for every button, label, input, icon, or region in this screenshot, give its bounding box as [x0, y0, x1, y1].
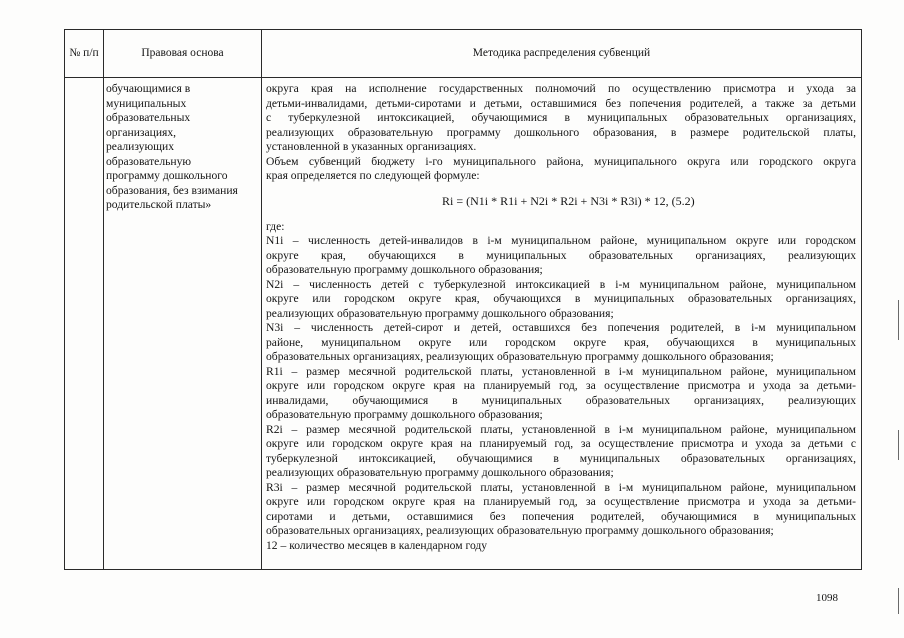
header-legal-basis [104, 30, 261, 77]
header-number-label: № п/п [69, 47, 99, 59]
basis-line: организациях, [106, 125, 177, 139]
method-line: округе или городском округе края на планируемый год, за осуществление присмотра и ухода за детьми с [266, 437, 856, 450]
method-line: округе края, обучающихся в муниципальных образовательных организациях, реализующих [266, 248, 856, 262]
formula [266, 184, 856, 220]
page-number: 1098 [816, 592, 838, 604]
basis-line: образовательную [106, 154, 192, 168]
basis-line: образовательных [106, 111, 191, 124]
method-line: с туберкулезной интоксикацией, обучающимися в муниципальных образовательных организациях, [266, 111, 856, 124]
method-line: образовательных организациях, реализующих образовательную программу дошкольного образования; [266, 350, 774, 363]
method-line: реализующих образовательную программу дошкольного образования, в размере родительской платы, [266, 125, 856, 139]
header-number [65, 30, 103, 77]
formula-text: Ri = (N1i * R1i + N2i * R2i + N3i * R3i) * 12, (5.2) [442, 194, 695, 209]
scan-artifact [898, 430, 899, 460]
method-line: образовательную программу дошкольного образования; [266, 263, 543, 276]
method-line: сиротами и детьми, оставшимися без попечения родителей, обучающимися в муниципальных [266, 509, 856, 523]
header-methodology [262, 30, 861, 77]
legal-basis-cell [106, 82, 256, 213]
basis-line: родительской платы» [106, 198, 212, 211]
method-line: N2i – численность детей с туберкулезной интоксикацией в i-м муниципальном районе, муниципальном [266, 277, 856, 291]
header-legal-basis-label: Правовая основа [141, 47, 224, 59]
method-line: образовательную программу дошкольного образования; [266, 408, 543, 421]
method-line: R3i – размер месячной родительской платы, установленной в i-м муниципальном районе, муниципальном [266, 480, 856, 494]
method-line: образовательных организациях, реализующих образовательную программу дошкольного образования; [266, 524, 774, 537]
method-line: N3i – численность детей-сирот и детей, оставшихся без попечения родителей, в i-м муниципальном [266, 321, 856, 334]
method-line: где: [266, 219, 285, 233]
method-line: установленной в указанных организациях. [266, 140, 477, 153]
header-methodology-label: Методика распределения субвенций [472, 47, 651, 59]
method-line: округе или городском округе края, обучающихся в муниципальных образовательных организациях, [266, 292, 856, 305]
method-line: туберкулезной интоксикацией, обучающимися в муниципальных образовательных организациях, [266, 451, 856, 465]
methodology-cell [266, 82, 856, 553]
method-line: края определяется по следующей формуле: [266, 169, 480, 182]
method-line: округа края на исполнение государственных полномочий по осуществлению присмотра и ухода за [266, 82, 856, 95]
basis-line: обучающимися в [106, 82, 191, 95]
method-line: районе, муниципальном округе или городском округе края, обучающихся в муниципальных [266, 335, 856, 349]
scan-artifact [898, 588, 899, 614]
column-divider [103, 30, 104, 569]
method-line: R2i – размер месячной родительской платы, установленной в i-м муниципальном районе, муниципальном [266, 422, 856, 436]
method-line: округе или городском округе края на планируемый год, за осуществление присмотра и ухода за детьми- [266, 379, 856, 392]
basis-line: программу дошкольного [106, 169, 228, 182]
method-line: реализующих образовательную программу дошкольного образования; [266, 466, 614, 479]
method-line: 12 – количество месяцев в календарном году [266, 538, 488, 552]
method-line: R1i – размер месячной родительской платы, установленной в i-м муниципальном районе, муниципальном [266, 364, 856, 378]
basis-line: реализующих [106, 140, 175, 153]
column-divider [261, 30, 262, 569]
method-line: N1i – численность детей-инвалидов в i-м муниципальном районе, муниципальном округе или городском [266, 234, 856, 247]
method-line: Объем субвенций бюджету i-го муниципального района, муниципального округа или городского округа [266, 154, 856, 168]
method-line: реализующих образовательную программу дошкольного образования; [266, 306, 614, 320]
basis-line: муниципальных [106, 96, 187, 110]
method-line: инвалидами, обучающимися в муниципальных образовательных организациях, реализующих [266, 393, 856, 407]
basis-line: образования, без взимания [106, 183, 238, 197]
method-line: округе или городском округе края на планируемый год, за осуществление присмотра и ухода за детьми- [266, 495, 856, 508]
scan-artifact [898, 300, 899, 340]
header-divider [65, 77, 861, 78]
method-line: детьми-инвалидами, детьми-сиротами и детьми, оставшимися без попечения родителей, а также за детьми [266, 96, 856, 110]
